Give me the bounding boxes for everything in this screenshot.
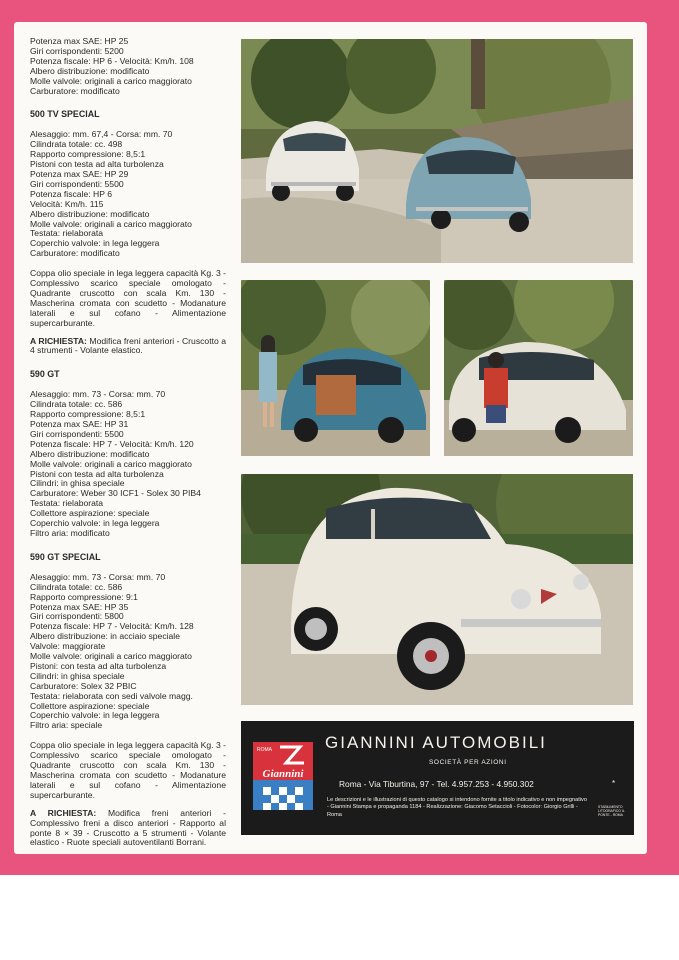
spec-line: Molle valvole: originali a carico maggiorato	[30, 651, 192, 662]
spec-line: Coperchio valvole: in lega leggera	[30, 518, 160, 529]
spec-line: Filtro aria: speciale	[30, 720, 103, 731]
request-text: Modifica freni anteriori - Complessivo freni a disco anteriori - Rapporto al ponte 8 × 39 - Cruscotto a 5 strumenti - Volante elastico - Ruote speciali autoventilanti Borrani.	[30, 807, 227, 848]
spec-line: Giri corrispondenti: 5200	[30, 45, 124, 56]
spec-line: Pistoni con testa ad alta turbolenza	[30, 159, 164, 170]
giannini-brand-panel	[241, 721, 634, 835]
spec-line: Alesaggio: mm. 73 - Corsa: mm. 70	[30, 389, 166, 400]
spec-line: Giri corrispondenti: 5800	[30, 611, 124, 622]
spec-line: Alesaggio: mm. 67,4 - Corsa: mm. 70	[30, 129, 173, 140]
request-text: Modifica freni anteriori - Cruscotto a 4 strumenti - Volante elastico.	[30, 335, 227, 356]
gt-special-specs	[30, 573, 226, 732]
photo-white-car-man	[444, 280, 633, 456]
company-type: SOCIETÀ PER AZIONI	[429, 759, 507, 766]
spec-line: Molle valvole: originali a carico maggiorato	[30, 75, 192, 86]
spec-line: Cilindri: in ghisa speciale	[30, 670, 125, 681]
spec-line: Molle valvole: originali a carico maggiorato	[30, 458, 192, 469]
spec-line: Collettore aspirazione: speciale	[30, 700, 150, 711]
spec-line: Velocità: Km/h. 115	[30, 198, 104, 209]
spec-line: Albero distribuzione: modificato	[30, 208, 150, 219]
spec-line: Potenza max SAE: HP 35	[30, 601, 129, 612]
spec-line: Giri corrispondenti: 5500	[30, 428, 124, 439]
logo-word: Giannini	[262, 768, 304, 780]
spec-line: Potenza fiscale: HP 7 - Velocità: Km/h. 128	[30, 621, 194, 632]
spec-line: Testata: rielaborata	[30, 498, 104, 509]
spec-line: Carburatore: Solex 32 PBIC	[30, 680, 137, 691]
logo-small-text: ROMA	[257, 747, 272, 753]
request-label: A RICHIESTA:	[30, 335, 87, 346]
photo-white-car-large	[241, 474, 633, 705]
spec-line: Albero distribuzione: in acciaio speciale	[30, 631, 180, 642]
printer-stamp: STABILIMENTO LITOGRAFICO IL PONTE - ROMA	[598, 805, 625, 818]
spec-line: Potenza max SAE: HP 31	[30, 419, 129, 429]
tv-special-extras: Coppa olio speciale in lega leggera capacità Kg. 3 - Complessivo scarico speciale omologato - Quadrante cruscotto con scala Km. 130 - Mascherina cromata con scudetto - Modanature laterali e sul cofano - Alimentazione supercarburante.	[30, 268, 226, 328]
spec-line: Rapporto compressione: 9:1	[30, 591, 138, 602]
spec-line: Albero distribuzione: modificato	[30, 448, 150, 459]
giannini-logo-badge	[250, 739, 316, 817]
spec-line: Testata: rielaborata con sedi valvole magg.	[30, 690, 193, 701]
spec-line: Molle valvole: originali a carico maggiorato	[30, 218, 192, 229]
spec-line: Cilindrata totale: cc. 586	[30, 581, 123, 592]
section-title-590-gt: 590 GT	[30, 369, 60, 380]
photo-blue-car-woman	[241, 280, 430, 456]
spec-line: Potenza fiscale: HP 7 - Velocità: Km/h. 120	[30, 438, 194, 449]
spec-line: Carburatore: modificato	[30, 248, 120, 259]
spec-line: Cilindrata totale: cc. 498	[30, 139, 123, 150]
spec-line: Giri corrispondenti: 5500	[30, 178, 124, 189]
gt-special-request	[30, 809, 226, 849]
spec-line: Potenza max SAE: HP 29	[30, 168, 129, 179]
spec-line: Potenza max SAE: HP 25	[30, 36, 129, 46]
gt-specs	[30, 390, 226, 539]
spec-line: Valvole: maggiorate	[30, 641, 106, 652]
section-title-500-tv-special: 500 TV SPECIAL	[30, 109, 100, 120]
specs-column	[30, 37, 226, 848]
spec-line: Alesaggio: mm. 73 - Corsa: mm. 70	[30, 571, 166, 582]
spec-line: Albero distribuzione: modificato	[30, 65, 150, 76]
asterisk-mark: *	[612, 779, 616, 788]
spec-line: Carburatore: Weber 30 ICF1 - Solex 30 PIB4	[30, 488, 201, 499]
company-address: Roma - Via Tiburtina, 97 - Tel. 4.957.253 - 4.950.302	[339, 779, 534, 789]
tv-special-specs	[30, 130, 226, 259]
brand-name: GIANNINI AUTOMOBILI	[325, 733, 547, 752]
spec-line: Coperchio valvole: in lega leggera	[30, 710, 160, 721]
spec-line: Carburatore: modificato	[30, 85, 120, 96]
spec-line: Coperchio valvole: in lega leggera	[30, 238, 160, 249]
spec-line: Rapporto compressione: 8,5:1	[30, 149, 146, 160]
spec-line: Cilindrata totale: cc. 586	[30, 399, 123, 410]
spec-line: Cilindri: in ghisa speciale	[30, 478, 125, 489]
spec-line: Pistoni con testa ad alta turbolenza	[30, 468, 164, 479]
spec-line: Potenza fiscale: HP 6 - Velocità: Km/h. 108	[30, 55, 194, 66]
gt-special-extras: Coppa olio speciale in lega leggera capacità Kg. 3 - Complessivo scarico speciale omologato - Quadrante cruscotto con scala Km. 130 - Mascherina cromata con scudetto - Modanature laterali e sul cofano - Alimentazione supercarburante.	[30, 740, 226, 800]
top-specs-block	[30, 37, 226, 96]
tv-special-request	[30, 337, 226, 357]
photo-two-cars-road	[241, 39, 633, 263]
catalog-disclaimer: Le descrizioni e le illustrazioni di questo catalogo si intendono fornite a titolo indicativo e non impegnativo - Giannini Stampa e propaganda 1184 - Realizzazione: Giacomo Setaccioli - Fotocolor: Giorgio Grilli - Roma	[327, 797, 587, 818]
request-label: A RICHIESTA:	[30, 807, 97, 818]
section-title-590-gt-special: 590 GT SPECIAL	[30, 551, 101, 562]
spec-line: Pistoni: con testa ad alta turbolenza	[30, 660, 167, 671]
spec-line: Rapporto compressione: 8,5:1	[30, 409, 146, 420]
spec-line: Potenza fiscale: HP 6	[30, 188, 113, 199]
spec-line: Collettore aspirazione: speciale	[30, 508, 150, 519]
spec-line: Testata: rielaborata	[30, 228, 104, 239]
spec-line: Filtro aria: modificato	[30, 527, 110, 538]
